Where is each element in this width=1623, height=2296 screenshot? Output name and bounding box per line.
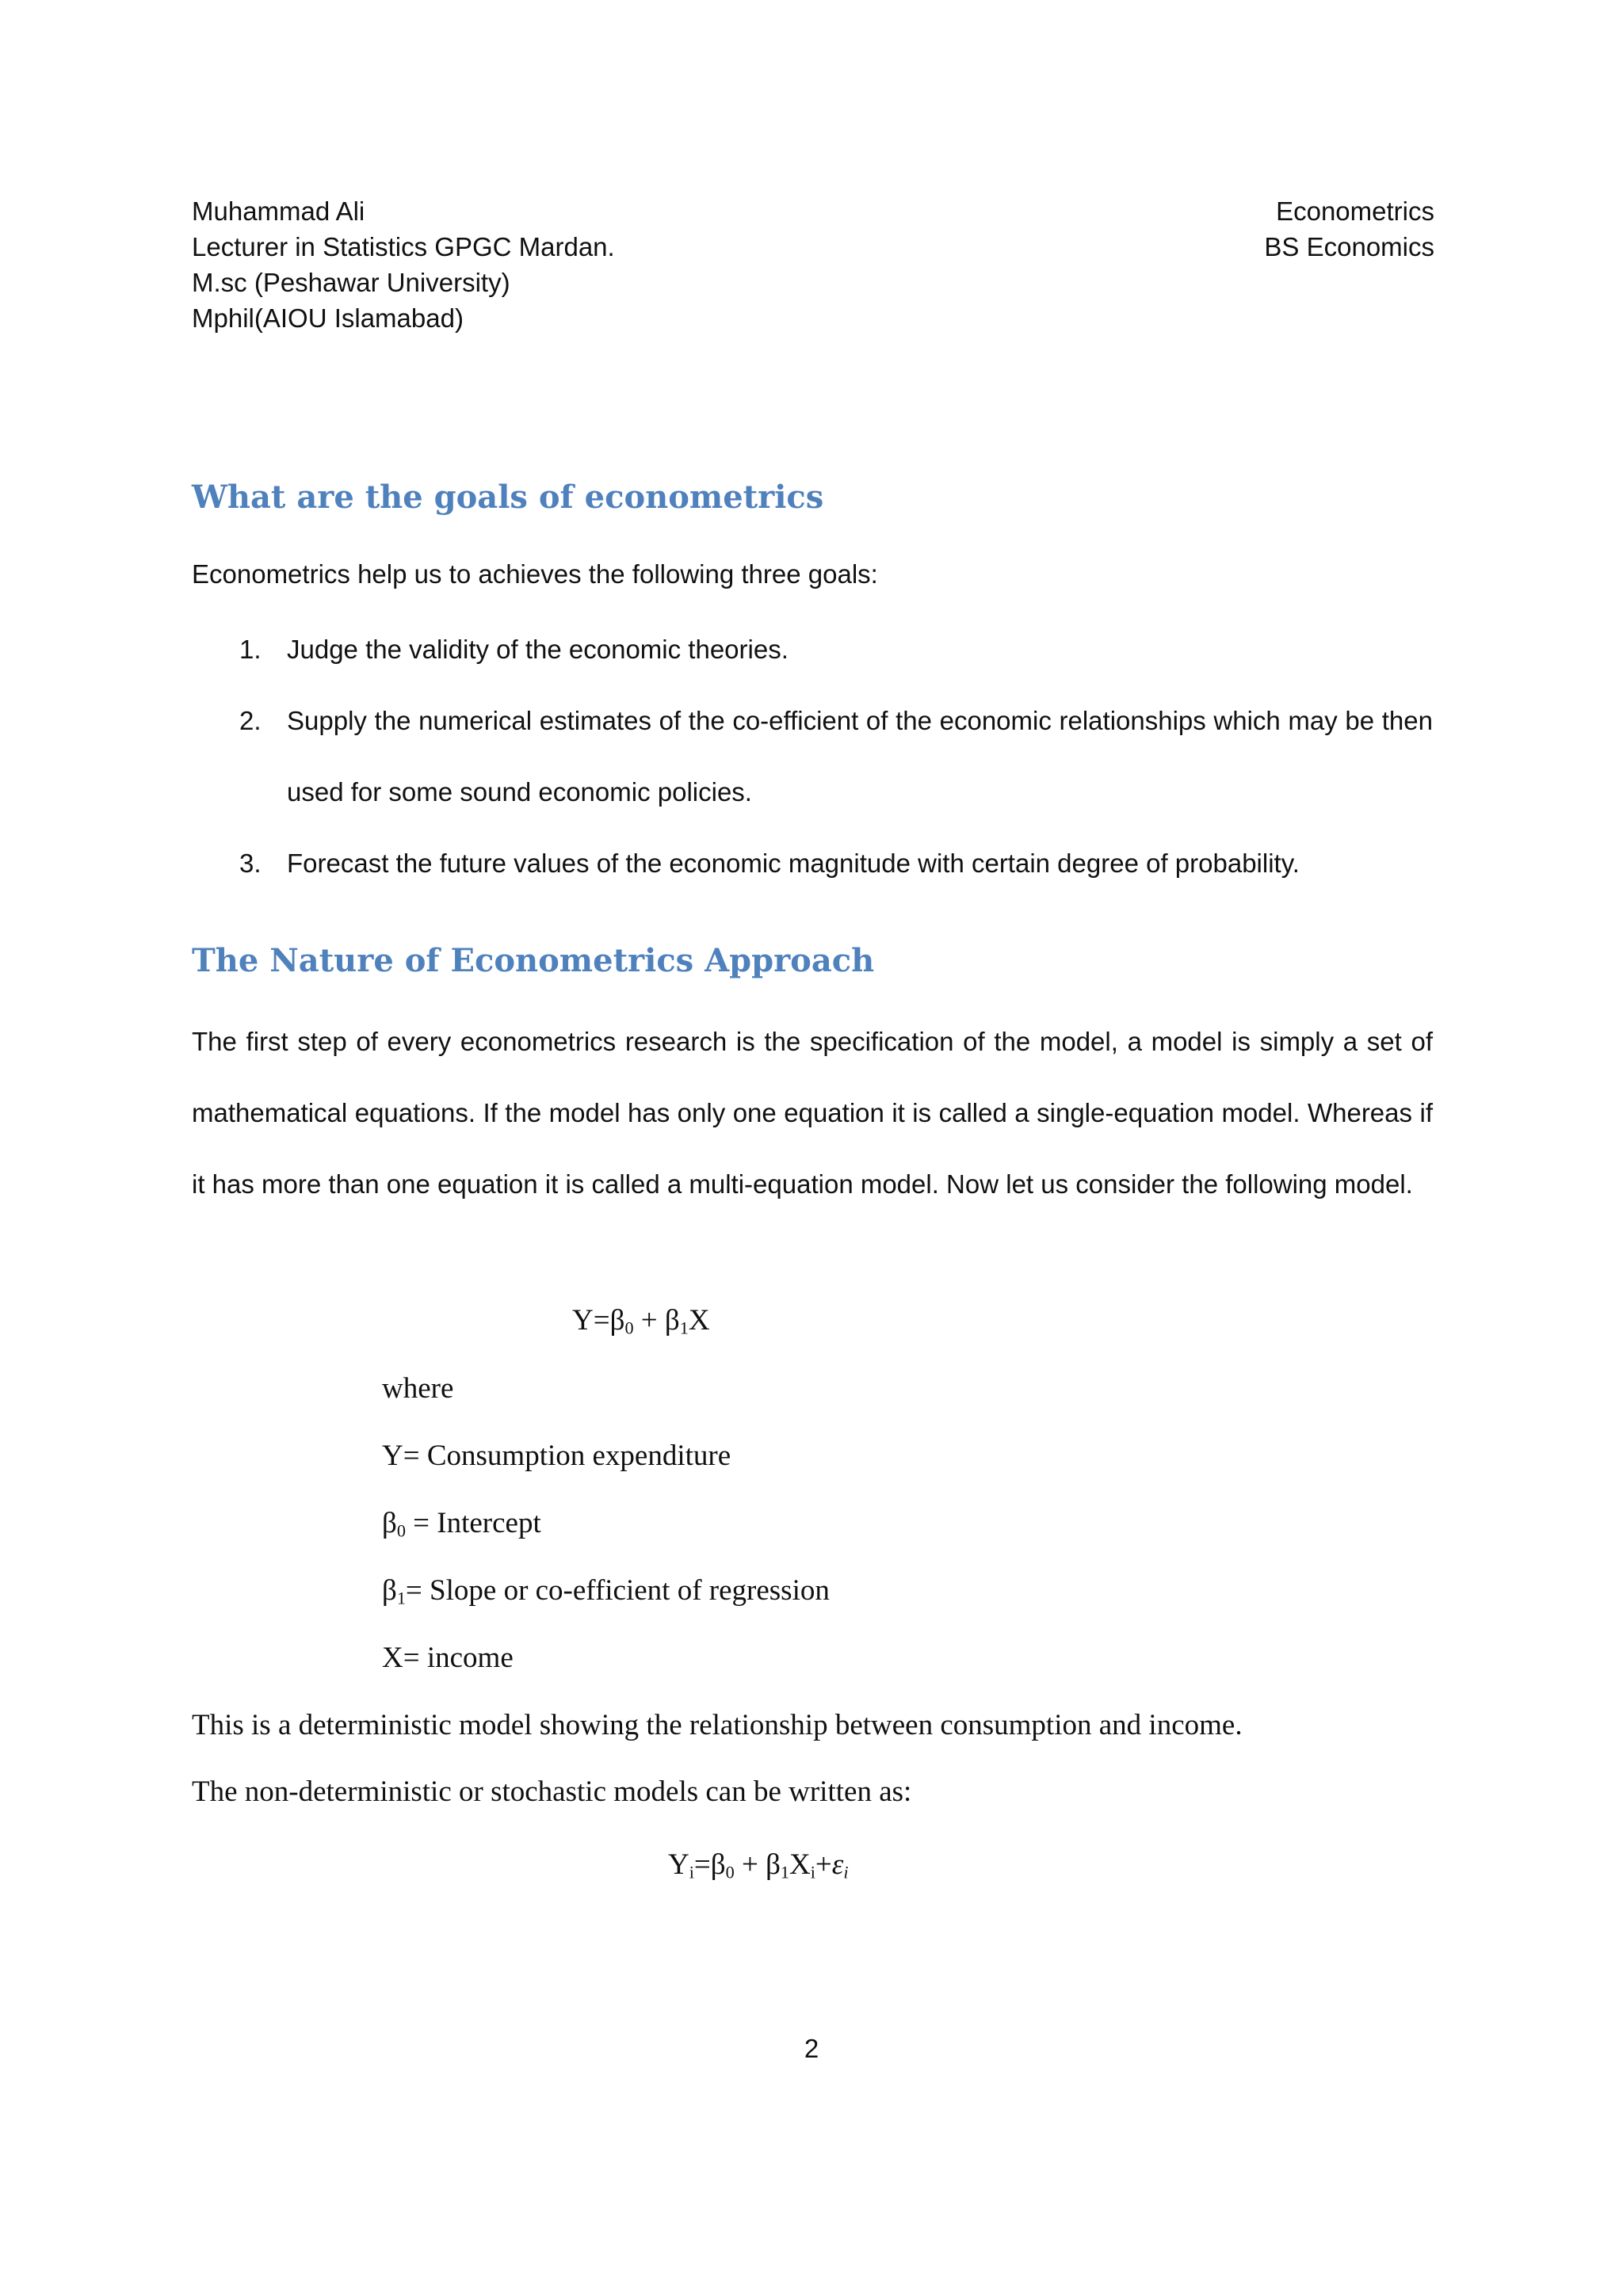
list-item-text: Forecast the future values of the economic magnitude with certain degree of probability. [287,849,1300,878]
author-degree-msc: M.sc (Peshawar University) [192,268,510,297]
list-item-text: Judge the validity of the economic theories. [287,635,789,664]
definition-y: Y= Consumption expenditure [382,1440,731,1472]
course-title: Econometrics [1276,196,1434,226]
section-heading-nature: The Nature of Econometrics Approach [192,942,875,979]
section-heading-goals: What are the goals of econometrics [192,479,824,516]
list-item-number: 2. [239,706,262,735]
stochastic-intro: The non-deterministic or stochastic models can be written as: [192,1775,912,1808]
equation-stochastic: $Y_i=\beta_0 + \beta_1X_i+\varepsilon_i$ [668,1848,849,1882]
list-item [192,614,1433,685]
definition-beta0: $\beta_0$ = Intercept [382,1507,541,1541]
author-block [192,193,615,336]
definition-x: X= income [382,1642,514,1674]
list-item-text: Supply the numerical estimates of the co-efficient of the economic relationships which may be then used for some sound economic policies. [287,706,1433,807]
nature-paragraph: The first step of every econometrics research is the specification of the model, a model is simply a set of mathematical equations. If the model has only one equation it is called a single-equation model. Whereas if it has more than one equation it is called a multi-equation model. Now let us consider the following model. [192,1027,1433,1199]
list-item-number: 1. [239,635,262,664]
page-number: 2 [804,2034,819,2063]
course-block [1264,193,1434,265]
goals-list [192,614,1433,899]
goals-intro: Econometrics help us to achieves the following three goals: [192,559,878,589]
course-program: BS Economics [1264,232,1434,261]
where-label: where [382,1372,454,1405]
author-name: Muhammad Ali [192,196,365,226]
equation-deterministic: $Y=\beta_0 + \beta_1X$ [572,1304,710,1338]
list-item [192,828,1433,899]
list-item-number: 3. [239,849,262,878]
author-position: Lecturer in Statistics GPGC Mardan. [192,232,615,261]
author-degree-mphil: Mphil(AIOU Islamabad) [192,303,464,333]
list-item [192,685,1433,828]
definition-beta1: $\beta_1=$ Slope or co-efficient of regression [382,1574,830,1608]
deterministic-note: This is a deterministic model showing the relationship between consumption and income. [192,1709,1243,1741]
